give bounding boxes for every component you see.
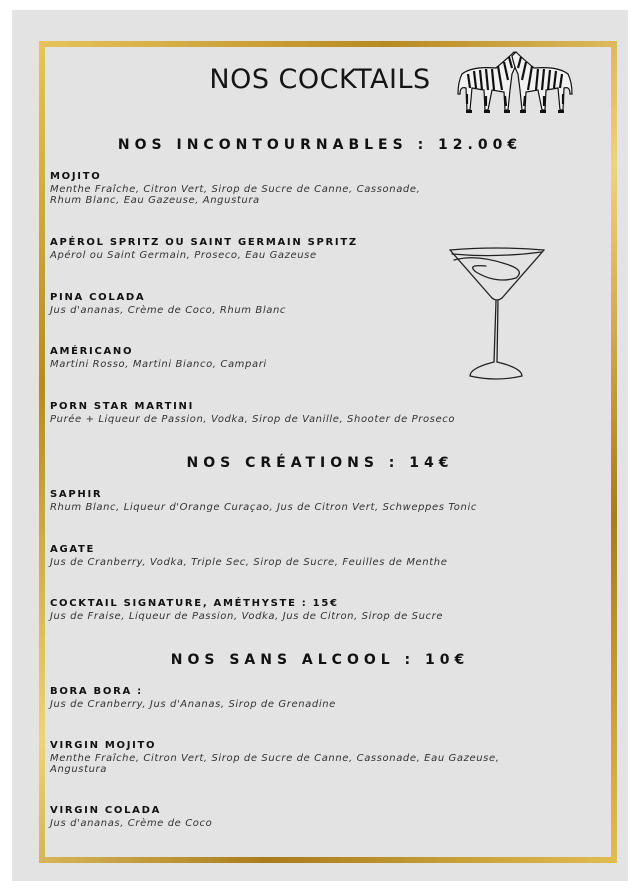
menu-item: [50, 345, 540, 370]
item-name: APÉROL SPRITZ OU SAINT GERMAIN SPRITZ: [50, 237, 358, 248]
item-description: Rhum Blanc, Liqueur d'Orange Curaçao, Jus de Citron Vert, Schweppes Tonic: [50, 502, 477, 513]
item-name: PINA COLADA: [50, 292, 146, 303]
item-description: Martini Rosso, Martini Bianco, Campari: [50, 359, 267, 370]
item-description: Jus de Cranberry, Jus d'Ananas, Sirop de Grenadine: [50, 699, 336, 710]
item-description: Jus de Cranberry, Vodka, Triple Sec, Sirop de Sucre, Feuilles de Menthe: [50, 557, 448, 568]
menu-item: [50, 291, 540, 316]
menu-item: [50, 236, 540, 261]
item-name: MOJITO: [50, 171, 102, 182]
section-heading-creations: NOS CRÉATIONS : 14€: [186, 455, 454, 471]
menu-title: NOS COCKTAILS: [209, 64, 431, 95]
item-description: Menthe Fraîche, Citron Vert, Sirop de Sucre de Canne, Cassonade, Eau Gazeuse, Angustura: [50, 753, 500, 775]
menu-item: [50, 685, 540, 710]
item-name: COCKTAIL SIGNATURE, AMÉTHYSTE : 15€: [50, 598, 339, 609]
menu-item: [50, 739, 540, 775]
item-name: VIRGIN COLADA: [50, 805, 162, 816]
item-name: AMÉRICANO: [50, 346, 134, 357]
menu-item: [50, 597, 540, 622]
item-description: Jus d'ananas, Crème de Coco: [50, 818, 213, 829]
item-description: Menthe Fraîche, Citron Vert, Sirop de Sucre de Canne, Cassonade, Rhum Blanc, Eau Gazeuse, Angustura: [50, 184, 421, 206]
menu-item: [50, 400, 540, 425]
menu-item: [50, 170, 540, 206]
zebra-couple-icon: [452, 44, 578, 116]
section-heading-sans-alcool: NOS SANS ALCOOL : 10€: [170, 652, 470, 668]
section-heading-incontournables: NOS INCONTOURNABLES : 12.00€: [117, 137, 523, 153]
item-description: Jus de Fraise, Liqueur de Passion, Vodka, Jus de Citron, Sirop de Sucre: [50, 611, 444, 622]
item-name: BORA BORA :: [50, 686, 143, 697]
item-name: SAPHIR: [50, 489, 103, 500]
item-name: AGATE: [50, 544, 96, 555]
menu-item: [50, 804, 540, 829]
item-description: Jus d'ananas, Crème de Coco, Rhum Blanc: [50, 305, 287, 316]
menu-item: [50, 488, 540, 513]
item-description: Apérol ou Saint Germain, Proseco, Eau Gazeuse: [50, 250, 317, 261]
item-description: Purée + Liqueur de Passion, Vodka, Sirop de Vanille, Shooter de Proseco: [50, 414, 456, 425]
menu-item: [50, 543, 540, 568]
item-name: VIRGIN MOJITO: [50, 740, 157, 751]
item-name: PORN STAR MARTINI: [50, 401, 195, 412]
